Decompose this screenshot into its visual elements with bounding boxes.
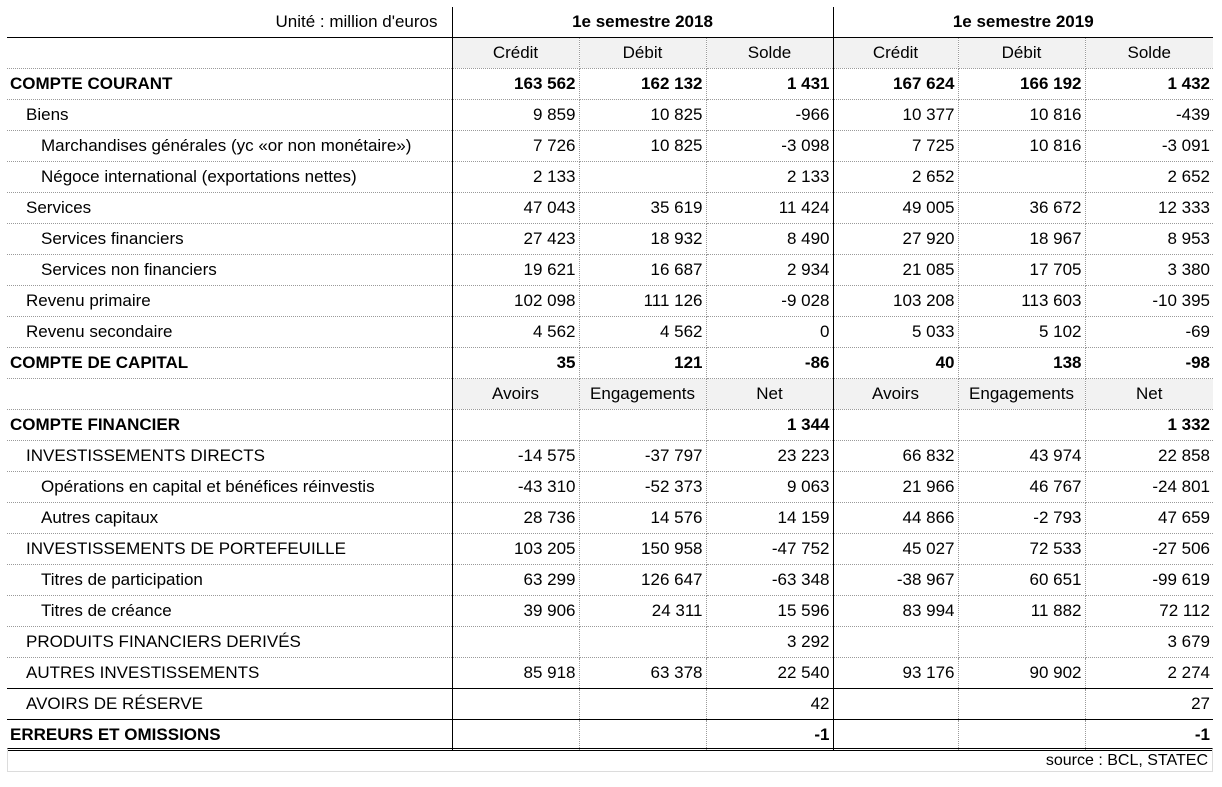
cell-value: 9 063 — [706, 472, 833, 503]
cell-value: 102 098 — [452, 286, 579, 317]
period-2018-header: 1e semestre 2018 — [452, 7, 833, 38]
cell-value: 3 679 — [1085, 627, 1213, 658]
cell-value: 8 490 — [706, 224, 833, 255]
cell-value — [833, 627, 958, 658]
cell-value: 49 005 — [833, 193, 958, 224]
cell-value — [833, 689, 958, 720]
cell-value: 43 974 — [958, 441, 1085, 472]
cell-value: 90 902 — [958, 658, 1085, 689]
cell-value — [579, 410, 706, 441]
cell-value: 8 953 — [1085, 224, 1213, 255]
table-row — [7, 100, 1213, 131]
cell-value: 7 726 — [452, 131, 579, 162]
cell-value: 42 — [706, 689, 833, 720]
cell-value: 2 934 — [706, 255, 833, 286]
row-label: COMPTE COURANT — [7, 69, 452, 100]
column-header-avoirs-2019: Avoirs — [833, 379, 958, 410]
table-row — [7, 534, 1213, 565]
cell-value: 11 424 — [706, 193, 833, 224]
cell-value — [958, 689, 1085, 720]
cell-value: -966 — [706, 100, 833, 131]
cell-value: 138 — [958, 348, 1085, 379]
cell-value — [958, 627, 1085, 658]
column-header-blank — [7, 38, 452, 69]
cell-value: 28 736 — [452, 503, 579, 534]
table-row — [7, 162, 1213, 193]
cell-value: 3 292 — [706, 627, 833, 658]
column-header-credit-2018: Crédit — [452, 38, 579, 69]
cell-value: 1 431 — [706, 69, 833, 100]
cell-value: 163 562 — [452, 69, 579, 100]
cell-value: 113 603 — [958, 286, 1085, 317]
cell-value: 2 652 — [833, 162, 958, 193]
cell-value: 40 — [833, 348, 958, 379]
cell-value: 63 299 — [452, 565, 579, 596]
cell-value: 4 562 — [452, 317, 579, 348]
cell-value: 3 380 — [1085, 255, 1213, 286]
cell-value: 162 132 — [579, 69, 706, 100]
table-row — [7, 224, 1213, 255]
column-header-net-2018: Net — [706, 379, 833, 410]
cell-value: 103 208 — [833, 286, 958, 317]
cell-value: 10 816 — [958, 131, 1085, 162]
row-label: Services — [7, 193, 452, 224]
table-row — [7, 410, 1213, 441]
cell-value: 18 932 — [579, 224, 706, 255]
cell-value: 7 725 — [833, 131, 958, 162]
cell-value: -99 619 — [1085, 565, 1213, 596]
table-row — [7, 441, 1213, 472]
cell-value: 45 027 — [833, 534, 958, 565]
row-label: Titres de créance — [7, 596, 452, 627]
cell-value: 11 882 — [958, 596, 1085, 627]
row-label: Opérations en capital et bénéfices réinvestis — [7, 472, 452, 503]
cell-value: 36 672 — [958, 193, 1085, 224]
row-label: Marchandises générales (yc «or non monétaire») — [7, 131, 452, 162]
cell-value: -43 310 — [452, 472, 579, 503]
cell-value: 2 133 — [706, 162, 833, 193]
column-header-engagements-2018: Engagements — [579, 379, 706, 410]
cell-value — [958, 410, 1085, 441]
cell-value: 10 377 — [833, 100, 958, 131]
cell-value: -439 — [1085, 100, 1213, 131]
table-row — [7, 472, 1213, 503]
cell-value — [579, 720, 706, 751]
cell-value: 23 223 — [706, 441, 833, 472]
cell-value: 93 176 — [833, 658, 958, 689]
cell-value: -3 091 — [1085, 131, 1213, 162]
cell-value: 39 906 — [452, 596, 579, 627]
cell-value: 47 043 — [452, 193, 579, 224]
cell-value: 166 192 — [958, 69, 1085, 100]
cell-value: 1 344 — [706, 410, 833, 441]
cell-value: 5 033 — [833, 317, 958, 348]
current-column-header-row — [7, 38, 1213, 69]
cell-value: 19 621 — [452, 255, 579, 286]
column-header-net-2019: Net — [1085, 379, 1213, 410]
cell-value: 10 825 — [579, 100, 706, 131]
row-label: Services financiers — [7, 224, 452, 255]
financial-column-header-row — [7, 379, 1213, 410]
cell-value: 1 332 — [1085, 410, 1213, 441]
column-header-engagements-2019: Engagements — [958, 379, 1085, 410]
cell-value: 24 311 — [579, 596, 706, 627]
cell-value — [579, 627, 706, 658]
unit-label: Unité : million d'euros — [7, 7, 452, 38]
cell-value: 10 816 — [958, 100, 1085, 131]
row-label: AUTRES INVESTISSEMENTS — [7, 658, 452, 689]
cell-value: 0 — [706, 317, 833, 348]
row-label: PRODUITS FINANCIERS DERIVÉS — [7, 627, 452, 658]
cell-value: 72 112 — [1085, 596, 1213, 627]
cell-value: 2 274 — [1085, 658, 1213, 689]
cell-value: 103 205 — [452, 534, 579, 565]
row-label: Services non financiers — [7, 255, 452, 286]
table-row — [7, 503, 1213, 534]
balance-of-payments-table — [7, 7, 1213, 751]
cell-value — [452, 689, 579, 720]
cell-value — [833, 720, 958, 751]
cell-value: 14 159 — [706, 503, 833, 534]
table-row — [7, 348, 1213, 379]
source-note: source : BCL, STATEC — [7, 748, 1213, 772]
cell-value: 5 102 — [958, 317, 1085, 348]
cell-value: -98 — [1085, 348, 1213, 379]
row-label: AVOIRS DE RÉSERVE — [7, 689, 452, 720]
cell-value: 27 920 — [833, 224, 958, 255]
cell-value: 66 832 — [833, 441, 958, 472]
cell-value: 14 576 — [579, 503, 706, 534]
cell-value: -27 506 — [1085, 534, 1213, 565]
cell-value: 47 659 — [1085, 503, 1213, 534]
cell-value: 18 967 — [958, 224, 1085, 255]
table-row — [7, 317, 1213, 348]
cell-value — [833, 410, 958, 441]
cell-value — [579, 162, 706, 193]
table-row — [7, 627, 1213, 658]
cell-value: 63 378 — [579, 658, 706, 689]
cell-value: 46 767 — [958, 472, 1085, 503]
table-row — [7, 193, 1213, 224]
table-row — [7, 286, 1213, 317]
cell-value: -1 — [1085, 720, 1213, 751]
row-label: Titres de participation — [7, 565, 452, 596]
row-label: COMPTE FINANCIER — [7, 410, 452, 441]
cell-value: -1 — [706, 720, 833, 751]
cell-value — [958, 162, 1085, 193]
cell-value: 60 651 — [958, 565, 1085, 596]
cell-value: 111 126 — [579, 286, 706, 317]
cell-value: -47 752 — [706, 534, 833, 565]
row-label: Biens — [7, 100, 452, 131]
cell-value: 2 133 — [452, 162, 579, 193]
cell-value: 21 085 — [833, 255, 958, 286]
cell-value: 9 859 — [452, 100, 579, 131]
cell-value: 85 918 — [452, 658, 579, 689]
table-row — [7, 565, 1213, 596]
table-row — [7, 131, 1213, 162]
row-label: Revenu primaire — [7, 286, 452, 317]
cell-value: -2 793 — [958, 503, 1085, 534]
cell-value: 35 — [452, 348, 579, 379]
table-row — [7, 658, 1213, 689]
cell-value: 150 958 — [579, 534, 706, 565]
column-header-debit-2018: Débit — [579, 38, 706, 69]
period-header-row — [7, 7, 1213, 38]
table-row — [7, 596, 1213, 627]
table-row — [7, 720, 1213, 751]
cell-value: 17 705 — [958, 255, 1085, 286]
table-row — [7, 255, 1213, 286]
cell-value: -24 801 — [1085, 472, 1213, 503]
column-header-debit-2019: Débit — [958, 38, 1085, 69]
cell-value: 27 423 — [452, 224, 579, 255]
cell-value: -86 — [706, 348, 833, 379]
cell-value: 44 866 — [833, 503, 958, 534]
column-header-avoirs-2018: Avoirs — [452, 379, 579, 410]
cell-value: -3 098 — [706, 131, 833, 162]
row-label: INVESTISSEMENTS DIRECTS — [7, 441, 452, 472]
row-label: COMPTE DE CAPITAL — [7, 348, 452, 379]
cell-value: -9 028 — [706, 286, 833, 317]
cell-value: 16 687 — [579, 255, 706, 286]
cell-value: 167 624 — [833, 69, 958, 100]
table-row — [7, 689, 1213, 720]
cell-value: 4 562 — [579, 317, 706, 348]
cell-value: -63 348 — [706, 565, 833, 596]
cell-value — [452, 720, 579, 751]
table-row — [7, 69, 1213, 100]
cell-value: 2 652 — [1085, 162, 1213, 193]
cell-value — [452, 410, 579, 441]
cell-value: -37 797 — [579, 441, 706, 472]
cell-value: -38 967 — [833, 565, 958, 596]
cell-value: 12 333 — [1085, 193, 1213, 224]
column-header-solde-2019: Solde — [1085, 38, 1213, 69]
row-label: Revenu secondaire — [7, 317, 452, 348]
cell-value: -69 — [1085, 317, 1213, 348]
cell-value: 21 966 — [833, 472, 958, 503]
cell-value: 10 825 — [579, 131, 706, 162]
period-2019-header: 1e semestre 2019 — [833, 7, 1213, 38]
cell-value: 15 596 — [706, 596, 833, 627]
cell-value — [958, 720, 1085, 751]
column-header-solde-2018: Solde — [706, 38, 833, 69]
column-header-blank — [7, 379, 452, 410]
row-label: Autres capitaux — [7, 503, 452, 534]
cell-value: 22 858 — [1085, 441, 1213, 472]
row-label: ERREURS ET OMISSIONS — [7, 720, 452, 751]
cell-value: 22 540 — [706, 658, 833, 689]
cell-value: 1 432 — [1085, 69, 1213, 100]
cell-value: -52 373 — [579, 472, 706, 503]
column-header-credit-2019: Crédit — [833, 38, 958, 69]
cell-value: 83 994 — [833, 596, 958, 627]
cell-value: 72 533 — [958, 534, 1085, 565]
cell-value: 126 647 — [579, 565, 706, 596]
cell-value: 121 — [579, 348, 706, 379]
cell-value: -14 575 — [452, 441, 579, 472]
cell-value: 35 619 — [579, 193, 706, 224]
row-label: Négoce international (exportations nettes) — [7, 162, 452, 193]
cell-value — [452, 627, 579, 658]
cell-value — [579, 689, 706, 720]
cell-value: 27 — [1085, 689, 1213, 720]
cell-value: -10 395 — [1085, 286, 1213, 317]
row-label: INVESTISSEMENTS DE PORTEFEUILLE — [7, 534, 452, 565]
